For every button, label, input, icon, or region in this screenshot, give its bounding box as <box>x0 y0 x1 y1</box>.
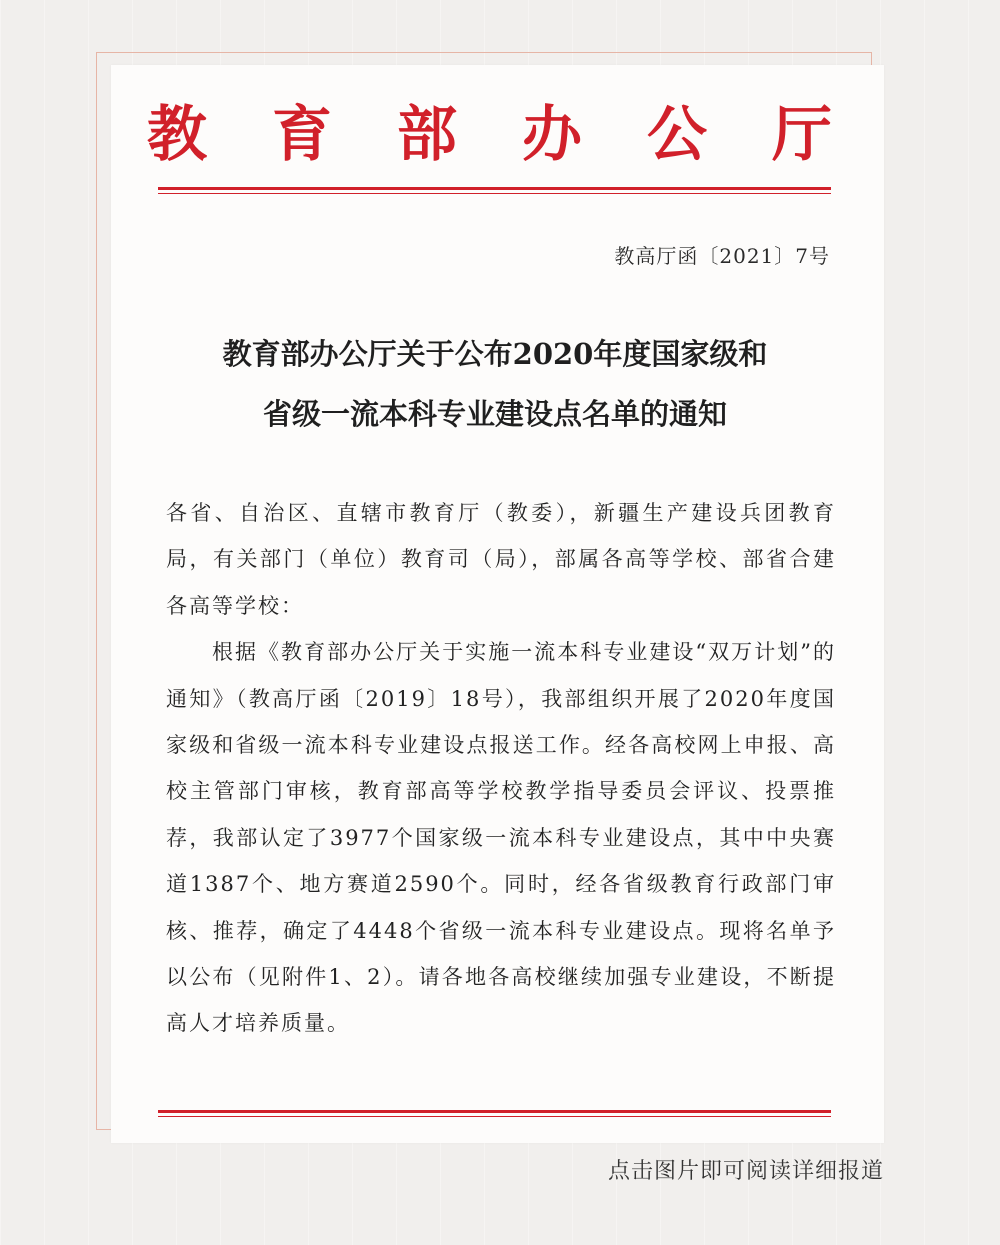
letterhead-char: 部 <box>397 100 500 170</box>
body-paragraph: 根据《教育部办公厅关于实施一流本科专业建设“双万计划”的通知》（教高厅函〔2019〕18号），我部组织开展了2020年度国家级和省级一流本科专业建设点报送工作。经各高校网上申报、高校主管部门审核，教育部高等学校教学指导委员会评议、投票推荐，我部认定了3977个国家级一流本科专业建设点，其中中央赛道1387个、地方赛道2590个。同时，经各省级教育行政部门审核、推荐，确定了4448个省级一流本科专业建设点。现将名单予以公布（见附件1、2）。请各地各高校继续加强专业建设，不断提高人才培养质量。 <box>166 640 836 1036</box>
document-body <box>166 490 836 1047</box>
letterhead-char: 教 <box>147 100 250 170</box>
letterhead-char: 办 <box>522 100 625 170</box>
letterhead-title <box>0 100 1000 170</box>
letterhead-char: 厅 <box>772 100 875 170</box>
recipients-paragraph: 各省、自治区、直辖市教育厅（教委），新疆生产建设兵团教育局，有关部门（单位）教育司（局），部属各高等学校、部省合建各高等学校： <box>166 501 836 618</box>
letterhead-divider-thick <box>158 187 831 190</box>
letterhead-divider-thin <box>158 193 831 194</box>
footer-divider-thick <box>158 1110 831 1113</box>
document-title-line-1: 教育部办公厅关于公布2020年度国家级和 <box>222 337 768 371</box>
document-number: 教高厅函〔2021〕7号 <box>614 244 830 268</box>
document-title-line-2: 省级一流本科专业建设点名单的通知 <box>262 397 727 431</box>
read-more-caption[interactable]: 点击图片即可阅读详细报道 <box>607 1159 884 1184</box>
footer-divider-thin <box>158 1116 831 1117</box>
letterhead-char: 育 <box>272 100 375 170</box>
letterhead-char: 公 <box>647 100 750 170</box>
